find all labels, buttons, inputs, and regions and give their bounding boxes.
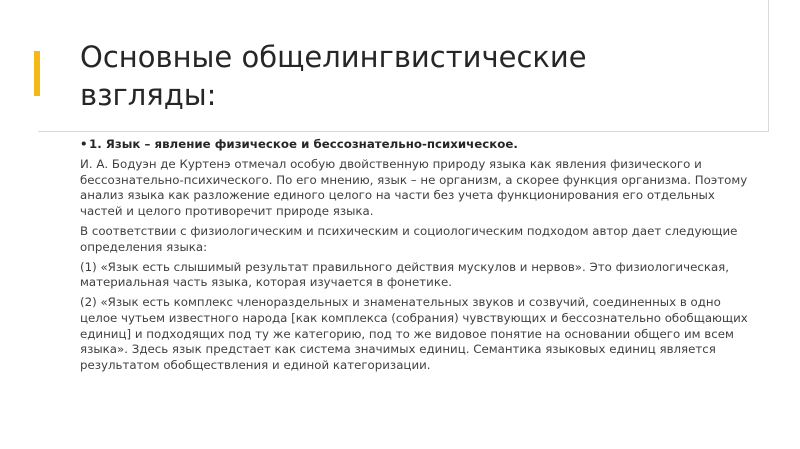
title-accent-bar [34, 51, 40, 96]
bullet-dot-icon: • [80, 137, 88, 151]
paragraph-4: (2) «Язык есть комплекс членораздельных и знаменательных звуков и созвучий, соединенных в одно целое чутьем известного народа [как комплекса (собрания) чувствующих и бессознательно обобщающих единиц] и подходящих под ту же категорию, под то же видовое понятие на основании общего им всем языка». Здесь язык предстает как система значимых единиц. Семантика языковых единиц является результатом обобществления и единой категоризации. [80, 295, 748, 372]
title-frame-right-border [768, 0, 769, 132]
slide-title-line-2: взгляды: [80, 78, 217, 112]
slide-title-line-1: Основные общелингвистические [80, 40, 587, 74]
slide-body [80, 137, 760, 378]
slide-title [80, 38, 760, 114]
paragraph-3: (1) «Язык есть слышимый результат правильного действия мускулов и нервов». Это физиологическая, материальная часть языка, которая изучается в фонетике. [80, 259, 730, 290]
bullet-heading [80, 137, 760, 153]
title-frame-bottom-border [38, 131, 769, 132]
paragraph-2: В соответствии с физиологическим и психическим и социологическим подходом автор дает следующие определения языка: [80, 223, 738, 254]
bullet-heading-text: 1. Язык – явление физическое и бессознательно-психическое. [89, 137, 518, 151]
paragraph-1: И. А. Бодуэн де Куртенэ отмечал особую двойственную природу языка как явления физического и бессознательно-психического. По его мнению, язык – не организм, а скорее функция организма. Поэтому анализ языка как разложение единого целого на части без учета функционирования его отдельных частей и целого противоречит природе языка. [80, 157, 748, 218]
